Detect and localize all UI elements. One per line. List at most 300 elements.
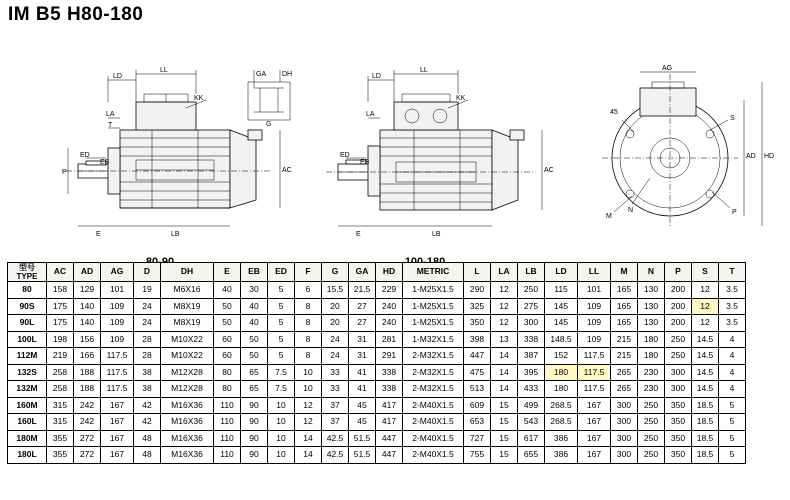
cell-value: 167 <box>101 430 134 447</box>
cell-value: 33 <box>322 364 349 381</box>
svg-text:AG: AG <box>662 65 673 72</box>
cell-value: 268.5 <box>545 414 578 431</box>
cell-value: 338 <box>376 381 403 398</box>
cell-value: 40 <box>241 298 268 315</box>
cell-value: 447 <box>376 447 403 464</box>
cell-type: 112M <box>8 348 47 365</box>
col-header-eb: EB <box>241 263 268 282</box>
cell-value: 167 <box>578 397 611 414</box>
col-header-ga: GA <box>349 263 376 282</box>
cell-value: 50 <box>214 315 241 332</box>
svg-text:P: P <box>62 169 67 176</box>
table-row <box>8 298 746 315</box>
cell-value: 15.5 <box>322 282 349 299</box>
cell-value: 609 <box>464 397 491 414</box>
table-row <box>8 331 746 348</box>
cell-value: 12 <box>491 282 518 299</box>
svg-text:S: S <box>730 115 735 122</box>
cell-value: 5 <box>719 430 746 447</box>
cell-value: 15 <box>491 397 518 414</box>
cell-value: 268.5 <box>545 397 578 414</box>
cell-value: 543 <box>518 414 545 431</box>
cell-value: 5 <box>268 298 295 315</box>
cell-value: 117.5 <box>101 364 134 381</box>
cell-value: 417 <box>376 397 403 414</box>
cell-value: 14 <box>491 348 518 365</box>
cell-value: 387 <box>518 348 545 365</box>
cell-value: 109 <box>578 315 611 332</box>
cell-value: 250 <box>638 447 665 464</box>
cell-value: 51.5 <box>349 430 376 447</box>
cell-value: 727 <box>464 430 491 447</box>
cell-value: 350 <box>464 315 491 332</box>
cell-value: 80 <box>214 381 241 398</box>
cell-value: 315 <box>47 397 74 414</box>
svg-text:LL: LL <box>160 67 168 74</box>
cell-value: 109 <box>101 315 134 332</box>
cell-value: 240 <box>376 298 403 315</box>
cell-value: 148.5 <box>545 331 578 348</box>
cell-value: 258 <box>47 381 74 398</box>
cell-value: 290 <box>464 282 491 299</box>
cell-value: 166 <box>74 348 101 365</box>
page-title: IM B5 H80-180 <box>8 4 144 25</box>
cell-value: 300 <box>611 397 638 414</box>
cell-value: 240 <box>376 315 403 332</box>
cell-value: 5 <box>268 315 295 332</box>
cell-value: 80 <box>214 364 241 381</box>
svg-text:EB: EB <box>100 159 110 166</box>
cell-value: 230 <box>638 364 665 381</box>
cell-value: 110 <box>214 447 241 464</box>
cell-value: 109 <box>101 298 134 315</box>
cell-value: M8X19 <box>161 315 214 332</box>
cell-value: 755 <box>464 447 491 464</box>
cell-type: 180L <box>8 447 47 464</box>
svg-text:N: N <box>628 207 634 214</box>
cell-value: 109 <box>578 331 611 348</box>
cell-value: 2-M32X1.5 <box>403 364 464 381</box>
cell-value: 18.5 <box>692 430 719 447</box>
cell-value: 7.5 <box>268 364 295 381</box>
cell-value: 188 <box>74 381 101 398</box>
table-header-row <box>8 263 746 282</box>
cell-value: 165 <box>611 315 638 332</box>
cell-value: 10 <box>268 447 295 464</box>
cell-value: 24 <box>322 348 349 365</box>
cell-value: 300 <box>611 447 638 464</box>
cell-value: 355 <box>47 430 74 447</box>
cell-value: 175 <box>47 298 74 315</box>
cell-value: 27 <box>349 315 376 332</box>
cell-type: 90S <box>8 298 47 315</box>
cell-value: 398 <box>464 331 491 348</box>
cell-value: 180 <box>638 348 665 365</box>
cell-value: 355 <box>47 447 74 464</box>
table-row <box>8 348 746 365</box>
cell-value: 198 <box>47 331 74 348</box>
specification-table <box>7 262 746 464</box>
cell-value: 250 <box>638 397 665 414</box>
col-header-hd: HD <box>376 263 403 282</box>
cell-value: 433 <box>518 381 545 398</box>
svg-text:AC: AC <box>544 167 554 174</box>
col-header-g: G <box>322 263 349 282</box>
cell-value: 167 <box>578 447 611 464</box>
cell-value: 180 <box>638 331 665 348</box>
col-header-e: E <box>214 263 241 282</box>
cell-value: 8 <box>295 298 322 315</box>
svg-text:LA: LA <box>106 111 115 118</box>
cell-value: 8 <box>295 315 322 332</box>
cell-value: 300 <box>518 315 545 332</box>
cell-value: 4 <box>719 331 746 348</box>
cell-value: 130 <box>638 315 665 332</box>
cell-value: 300 <box>611 414 638 431</box>
table-row <box>8 381 746 398</box>
col-header-type-en: TYPE <box>16 272 38 281</box>
cell-value: 250 <box>638 430 665 447</box>
svg-text:E: E <box>356 231 361 238</box>
cell-value: 653 <box>464 414 491 431</box>
col-header-d: D <box>134 263 161 282</box>
cell-type: 160L <box>8 414 47 431</box>
cell-value: 48 <box>134 447 161 464</box>
cell-value: 10 <box>268 430 295 447</box>
cell-value: 219 <box>47 348 74 365</box>
table-row <box>8 364 746 381</box>
svg-text:AD: AD <box>746 153 756 160</box>
cell-value: 12 <box>295 414 322 431</box>
col-header-ll: LL <box>578 263 611 282</box>
svg-text:LD: LD <box>372 73 381 80</box>
col-header-f: F <box>295 263 322 282</box>
cell-value: 300 <box>611 430 638 447</box>
cell-value: 3.5 <box>719 282 746 299</box>
cell-value: 140 <box>74 315 101 332</box>
col-header-m: M <box>611 263 638 282</box>
cell-value: 15 <box>491 447 518 464</box>
table-row <box>8 315 746 332</box>
cell-value: 2-M40X1.5 <box>403 414 464 431</box>
cell-value: 140 <box>74 298 101 315</box>
cell-value: 242 <box>74 414 101 431</box>
cell-value: 18.5 <box>692 447 719 464</box>
cell-type: 180M <box>8 430 47 447</box>
cell-value: 158 <box>47 282 74 299</box>
cell-value: 38 <box>134 381 161 398</box>
cell-value: M8X19 <box>161 298 214 315</box>
cell-value: 2-M40X1.5 <box>403 397 464 414</box>
table-row <box>8 430 746 447</box>
cell-value: 180 <box>545 381 578 398</box>
cell-value: 10 <box>268 397 295 414</box>
cell-value: 14.5 <box>692 381 719 398</box>
cell-value: 12 <box>491 315 518 332</box>
cell-value: 300 <box>665 381 692 398</box>
cell-value: 30 <box>241 282 268 299</box>
cell-value: 13 <box>491 331 518 348</box>
cell-value: 41 <box>349 364 376 381</box>
svg-text:GA: GA <box>256 71 267 78</box>
cell-value: 12 <box>692 315 719 332</box>
cell-value: 109 <box>578 298 611 315</box>
cell-value: 15 <box>491 414 518 431</box>
cell-value: 6 <box>295 282 322 299</box>
cell-type: 132M <box>8 381 47 398</box>
cell-value: 272 <box>74 447 101 464</box>
cell-value: 5 <box>719 414 746 431</box>
col-header-ag: AG <box>101 263 134 282</box>
cell-value: 250 <box>638 414 665 431</box>
cell-value: 200 <box>665 282 692 299</box>
cell-value: 117.5 <box>578 381 611 398</box>
cell-value: 350 <box>665 430 692 447</box>
cell-value: 513 <box>464 381 491 398</box>
cell-value: 2-M40X1.5 <box>403 430 464 447</box>
cell-value: 167 <box>578 414 611 431</box>
cell-value: 265 <box>611 364 638 381</box>
cell-value: 45 <box>349 414 376 431</box>
cell-type: 80 <box>8 282 47 299</box>
cell-value: 4 <box>719 381 746 398</box>
cell-value: M12X28 <box>161 381 214 398</box>
col-header-type <box>8 263 47 282</box>
cell-value: 110 <box>214 414 241 431</box>
cell-value: 156 <box>74 331 101 348</box>
cell-type: 160M <box>8 397 47 414</box>
cell-value: 60 <box>214 348 241 365</box>
cell-value: 101 <box>101 282 134 299</box>
cell-value: 65 <box>241 381 268 398</box>
cell-value: 42 <box>134 414 161 431</box>
svg-text:LA: LA <box>366 111 375 118</box>
cell-value: 242 <box>74 397 101 414</box>
cell-value: 117.5 <box>578 348 611 365</box>
col-header-ld: LD <box>545 263 578 282</box>
cell-value: 200 <box>665 315 692 332</box>
svg-text:T: T <box>108 122 113 129</box>
cell-value: 12 <box>295 397 322 414</box>
cell-value: 14.5 <box>692 348 719 365</box>
drawing-view-100-180 <box>268 30 568 245</box>
cell-value: 42.5 <box>322 430 349 447</box>
cell-value: 338 <box>518 331 545 348</box>
svg-text:KK: KK <box>456 95 466 102</box>
svg-text:AC: AC <box>282 167 292 174</box>
cell-value: 300 <box>665 364 692 381</box>
cell-value: 40 <box>241 315 268 332</box>
svg-text:LB: LB <box>171 231 180 238</box>
cell-value: 14.5 <box>692 364 719 381</box>
cell-value: 447 <box>464 348 491 365</box>
cell-value: 2-M32X1.5 <box>403 381 464 398</box>
cell-value: 20 <box>322 315 349 332</box>
cell-value: 350 <box>665 397 692 414</box>
cell-value: 90 <box>241 447 268 464</box>
cell-value: 200 <box>665 298 692 315</box>
cell-value: 165 <box>611 298 638 315</box>
cell-value: 24 <box>134 298 161 315</box>
cell-value: 617 <box>518 430 545 447</box>
cell-value: 5 <box>268 282 295 299</box>
cell-value: 175 <box>47 315 74 332</box>
cell-value: 5 <box>719 397 746 414</box>
cell-value: M10X22 <box>161 348 214 365</box>
cell-value: 27 <box>349 298 376 315</box>
drawings-area <box>0 30 790 245</box>
cell-value: M16X36 <box>161 414 214 431</box>
cell-value: 60 <box>214 331 241 348</box>
col-header-la: LA <box>491 263 518 282</box>
cell-value: 1-M32X1.5 <box>403 331 464 348</box>
cell-value: 230 <box>638 381 665 398</box>
cell-value: 42 <box>134 397 161 414</box>
cell-value: 281 <box>376 331 403 348</box>
cell-value: 110 <box>214 397 241 414</box>
cell-value: 110 <box>214 430 241 447</box>
cell-value: 167 <box>101 397 134 414</box>
cell-type: 132S <box>8 364 47 381</box>
cell-value: 117.5 <box>578 364 611 381</box>
cell-value: 315 <box>47 414 74 431</box>
col-header-s: S <box>692 263 719 282</box>
svg-text:HD: HD <box>764 153 775 160</box>
svg-text:M: M <box>606 213 612 220</box>
cell-value: 265 <box>611 381 638 398</box>
cell-value: 1-M25X1.5 <box>403 315 464 332</box>
table-row <box>8 397 746 414</box>
cell-value: M16X36 <box>161 447 214 464</box>
cell-value: 2-M32X1.5 <box>403 348 464 365</box>
svg-text:EB: EB <box>360 159 370 166</box>
cell-value: 395 <box>518 364 545 381</box>
col-header-metric: METRIC <box>403 263 464 282</box>
cell-value: 50 <box>241 331 268 348</box>
svg-text:ED: ED <box>80 152 90 159</box>
cell-value: 20 <box>322 298 349 315</box>
svg-text:P: P <box>732 209 737 216</box>
cell-value: 145 <box>545 315 578 332</box>
cell-value: 41 <box>349 381 376 398</box>
cell-value: 117.5 <box>101 348 134 365</box>
cell-value: 1-M25X1.5 <box>403 298 464 315</box>
table-row <box>8 447 746 464</box>
svg-text:DH: DH <box>282 71 293 78</box>
col-header-t: T <box>719 263 746 282</box>
cell-value: 215 <box>611 331 638 348</box>
cell-value: 33 <box>322 381 349 398</box>
cell-value: 4 <box>719 348 746 365</box>
cell-value: 250 <box>665 331 692 348</box>
cell-value: 145 <box>545 298 578 315</box>
cell-value: 109 <box>101 331 134 348</box>
cell-value: 386 <box>545 430 578 447</box>
table-body <box>8 282 746 464</box>
cell-value: 167 <box>101 414 134 431</box>
cell-value: 7.5 <box>268 381 295 398</box>
svg-text:LD: LD <box>113 73 122 80</box>
cell-value: M16X36 <box>161 397 214 414</box>
cell-value: 90 <box>241 430 268 447</box>
cell-value: 14 <box>295 430 322 447</box>
cell-value: 325 <box>464 298 491 315</box>
cell-value: 180 <box>545 364 578 381</box>
table-row <box>8 414 746 431</box>
cell-value: 165 <box>611 282 638 299</box>
cell-value: 14 <box>491 381 518 398</box>
cell-value: 1-M25X1.5 <box>403 282 464 299</box>
cell-value: 447 <box>376 430 403 447</box>
cell-value: 90 <box>241 414 268 431</box>
svg-text:LB: LB <box>432 231 441 238</box>
specification-table-wrap <box>7 262 783 464</box>
svg-text:ED: ED <box>340 152 350 159</box>
cell-value: 4 <box>719 364 746 381</box>
cell-value: 10 <box>295 364 322 381</box>
cell-value: 40 <box>214 282 241 299</box>
cell-value: 350 <box>665 414 692 431</box>
cell-value: 129 <box>74 282 101 299</box>
cell-value: 338 <box>376 364 403 381</box>
cell-value: 31 <box>349 331 376 348</box>
cell-value: M10X22 <box>161 331 214 348</box>
cell-value: 42.5 <box>322 447 349 464</box>
cell-value: 475 <box>464 364 491 381</box>
cell-value: 50 <box>241 348 268 365</box>
cell-value: 18.5 <box>692 414 719 431</box>
cell-value: 15 <box>491 430 518 447</box>
cell-value: 101 <box>578 282 611 299</box>
cell-value: 167 <box>578 430 611 447</box>
cell-value: 250 <box>665 348 692 365</box>
cell-value: 250 <box>518 282 545 299</box>
svg-text:LL: LL <box>420 67 428 74</box>
cell-value: 3.5 <box>719 315 746 332</box>
cell-value: 50 <box>214 298 241 315</box>
cell-value: 45 <box>349 397 376 414</box>
cell-value: 31 <box>349 348 376 365</box>
cell-value: 18.5 <box>692 397 719 414</box>
cell-value: 258 <box>47 364 74 381</box>
cell-value: 5 <box>268 331 295 348</box>
svg-text:G: G <box>266 121 272 128</box>
cell-value: 272 <box>74 430 101 447</box>
cell-value: M12X28 <box>161 364 214 381</box>
cell-value: 19 <box>134 282 161 299</box>
cell-value: 28 <box>134 348 161 365</box>
cell-value: 12 <box>692 282 719 299</box>
cell-value: 8 <box>295 348 322 365</box>
svg-text:45: 45 <box>610 109 618 116</box>
table-head <box>8 263 746 282</box>
cell-value: 14.5 <box>692 331 719 348</box>
col-header-n: N <box>638 263 665 282</box>
cell-value: 167 <box>101 447 134 464</box>
col-header-p: P <box>665 263 692 282</box>
col-header-dh: DH <box>161 263 214 282</box>
cell-value: 28 <box>134 331 161 348</box>
cell-value: 24 <box>134 315 161 332</box>
cell-value: 117.5 <box>101 381 134 398</box>
cell-value: 24 <box>322 331 349 348</box>
svg-text:E: E <box>96 231 101 238</box>
cell-value: 5 <box>719 447 746 464</box>
cell-value: 152 <box>545 348 578 365</box>
cell-type: 100L <box>8 331 47 348</box>
cell-value: 229 <box>376 282 403 299</box>
cell-value: M16X36 <box>161 430 214 447</box>
